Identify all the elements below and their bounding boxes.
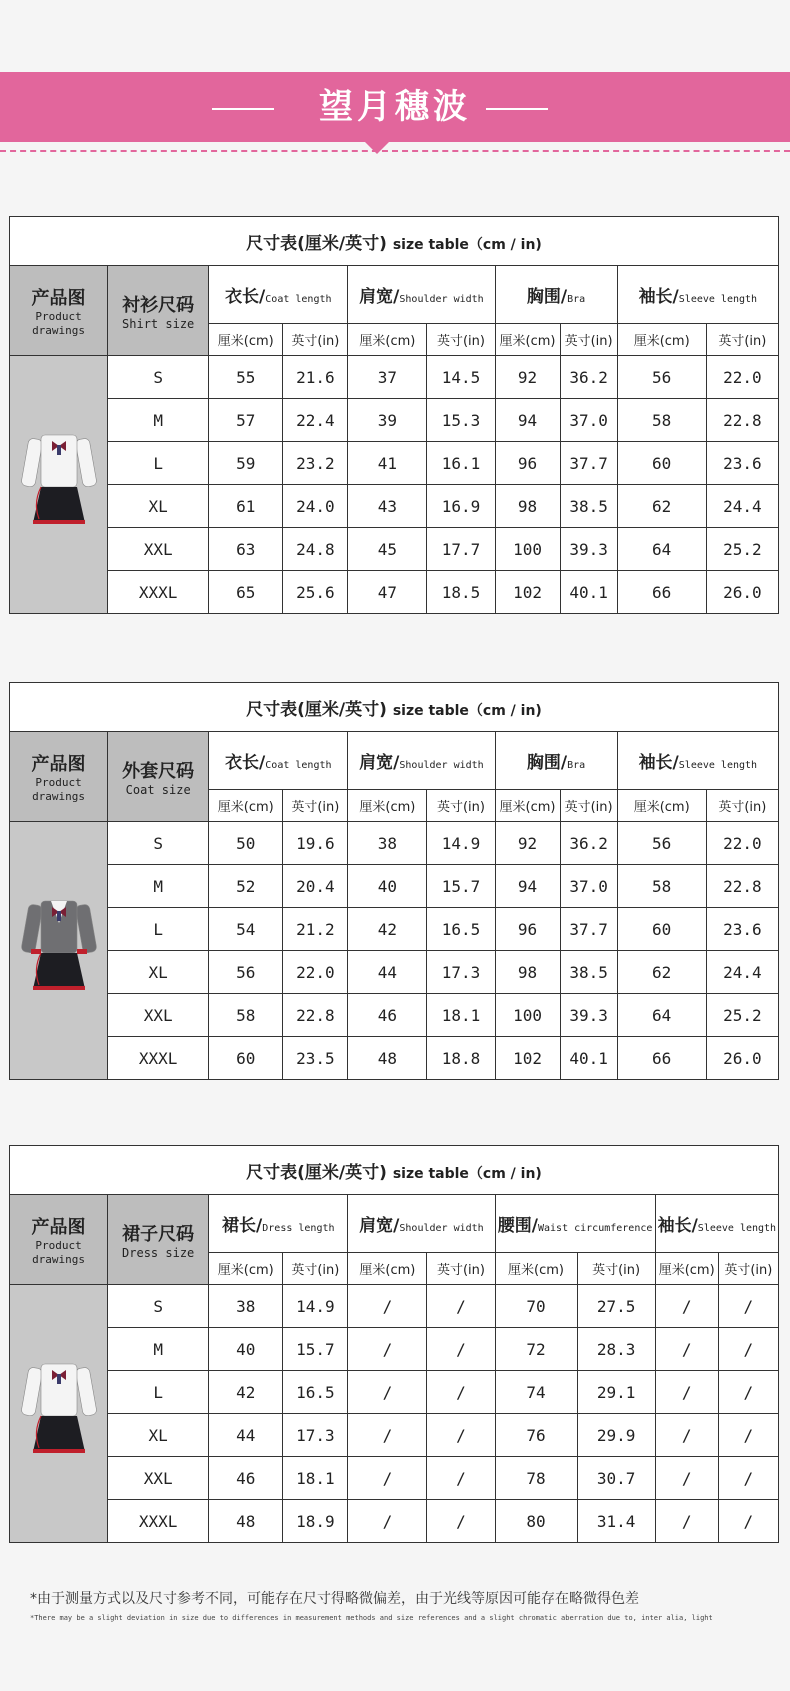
value-cell: 14.9 xyxy=(283,1285,348,1328)
table-title xyxy=(10,683,779,732)
value-cell: 25.2 xyxy=(706,994,778,1037)
table-row xyxy=(10,485,779,528)
size-label-cn: 外套尺码 xyxy=(122,760,195,782)
value-cell: 26.0 xyxy=(706,1037,778,1080)
table-title-cn: 尺寸表(厘米/英寸) xyxy=(246,1162,387,1183)
value-cell: / xyxy=(427,1328,495,1371)
table-row xyxy=(10,1414,779,1457)
value-cell: / xyxy=(718,1457,778,1500)
unit-cm: 厘米(cm) xyxy=(348,1253,427,1285)
product-label-en-1: Product xyxy=(35,775,82,789)
column-header-2 xyxy=(348,1195,495,1253)
table-row xyxy=(10,1037,779,1080)
size-label-en: Coat size xyxy=(125,782,191,797)
value-cell: 18.5 xyxy=(427,571,495,614)
unit-in: 英寸(in) xyxy=(577,1253,655,1285)
value-cell: 59 xyxy=(209,442,283,485)
table-row xyxy=(10,1285,779,1328)
value-cell: 62 xyxy=(617,951,706,994)
value-cell: 56 xyxy=(617,822,706,865)
value-cell: 102 xyxy=(495,571,560,614)
value-cell: / xyxy=(427,1414,495,1457)
value-cell: 44 xyxy=(348,951,427,994)
size-header xyxy=(108,1195,209,1285)
banner-title: 望月穗波 xyxy=(319,87,471,127)
column-header-en: Coat length xyxy=(265,760,332,771)
unit-in: 英寸(in) xyxy=(560,324,617,356)
value-cell: 16.1 xyxy=(427,442,495,485)
value-cell: 38 xyxy=(348,822,427,865)
value-cell: 57 xyxy=(209,399,283,442)
table-row xyxy=(10,1500,779,1543)
value-cell: 78 xyxy=(495,1457,577,1500)
value-cell: / xyxy=(718,1371,778,1414)
value-cell: / xyxy=(655,1500,718,1543)
unit-in: 英寸(in) xyxy=(427,790,495,822)
size-label-en: Shirt size xyxy=(122,316,195,331)
value-cell: 65 xyxy=(209,571,283,614)
table-row xyxy=(10,1328,779,1371)
value-cell: 37.0 xyxy=(560,399,617,442)
value-cell: / xyxy=(655,1371,718,1414)
value-cell: 22.8 xyxy=(706,399,778,442)
product-label-en-1: Product xyxy=(35,1238,82,1252)
column-header-en: Bra xyxy=(567,760,586,771)
size-header xyxy=(108,732,209,822)
column-header-en: Dress length xyxy=(262,1223,335,1234)
size-cell: XXL xyxy=(108,1457,209,1500)
value-cell: 30.7 xyxy=(577,1457,655,1500)
size-header xyxy=(108,266,209,356)
value-cell: 61 xyxy=(209,485,283,528)
column-header-cn: 袖长/ xyxy=(657,1216,698,1236)
column-header-1 xyxy=(209,1195,348,1253)
size-cell: XXXL xyxy=(108,1500,209,1543)
size-cell: S xyxy=(108,822,209,865)
value-cell: 40.1 xyxy=(560,571,617,614)
table-title-en: size table（cm / in) xyxy=(392,236,542,253)
value-cell: 23.5 xyxy=(283,1037,348,1080)
value-cell: 64 xyxy=(617,994,706,1037)
value-cell: 25.2 xyxy=(706,528,778,571)
value-cell: 31.4 xyxy=(577,1500,655,1543)
value-cell: 16.5 xyxy=(283,1371,348,1414)
value-cell: 17.7 xyxy=(427,528,495,571)
banner-notch xyxy=(365,142,389,154)
column-header-cn: 胸围/ xyxy=(526,753,568,773)
unit-cm: 厘米(cm) xyxy=(495,324,560,356)
value-cell: 22.8 xyxy=(706,865,778,908)
size-cell: XXL xyxy=(108,528,209,571)
value-cell: 22.0 xyxy=(706,356,778,399)
unit-cm: 厘米(cm) xyxy=(209,1253,283,1285)
product-header xyxy=(10,266,108,356)
value-cell: 20.4 xyxy=(283,865,348,908)
column-header-3 xyxy=(495,732,617,790)
value-cell: 19.6 xyxy=(283,822,348,865)
value-cell: 23.6 xyxy=(706,908,778,951)
column-header-4 xyxy=(617,266,778,324)
value-cell: / xyxy=(348,1371,427,1414)
value-cell: 39.3 xyxy=(560,994,617,1037)
value-cell: 66 xyxy=(617,1037,706,1080)
size-cell: XXXL xyxy=(108,571,209,614)
value-cell: 100 xyxy=(495,994,560,1037)
value-cell: 22.8 xyxy=(283,994,348,1037)
value-cell: 39 xyxy=(348,399,427,442)
unit-cm: 厘米(cm) xyxy=(617,324,706,356)
column-header-3 xyxy=(495,1195,655,1253)
column-header-en: Coat length xyxy=(265,294,332,305)
value-cell: 24.4 xyxy=(706,951,778,994)
value-cell: 15.7 xyxy=(427,865,495,908)
column-header-3 xyxy=(495,266,617,324)
size-table-2 xyxy=(9,682,779,1080)
value-cell: 40 xyxy=(209,1328,283,1371)
value-cell: / xyxy=(427,1457,495,1500)
value-cell: / xyxy=(348,1285,427,1328)
unit-in: 英寸(in) xyxy=(718,1253,778,1285)
size-label-en: Dress size xyxy=(122,1245,195,1260)
value-cell: 102 xyxy=(495,1037,560,1080)
value-cell: 37 xyxy=(348,356,427,399)
value-cell: 37.7 xyxy=(560,908,617,951)
value-cell: 60 xyxy=(617,442,706,485)
value-cell: 48 xyxy=(348,1037,427,1080)
product-image-cell xyxy=(10,356,108,614)
footer-note-en: *There may be a slight deviation in size due to differences in measurement methods and size references and a slight chromatic aberration due to, inter alia, light xyxy=(30,1614,713,1622)
value-cell: 43 xyxy=(348,485,427,528)
value-cell: 37.7 xyxy=(560,442,617,485)
value-cell: 47 xyxy=(348,571,427,614)
unit-in: 英寸(in) xyxy=(283,1253,348,1285)
value-cell: 63 xyxy=(209,528,283,571)
value-cell: / xyxy=(655,1414,718,1457)
value-cell: 17.3 xyxy=(283,1414,348,1457)
value-cell: 56 xyxy=(617,356,706,399)
value-cell: 29.9 xyxy=(577,1414,655,1457)
value-cell: / xyxy=(718,1328,778,1371)
value-cell: 94 xyxy=(495,865,560,908)
column-header-cn: 肩宽/ xyxy=(359,753,400,773)
column-header-cn: 裙长/ xyxy=(222,1216,263,1236)
column-header-4 xyxy=(617,732,778,790)
table-row xyxy=(10,1371,779,1414)
product-image-cell xyxy=(10,822,108,1080)
value-cell: 21.6 xyxy=(283,356,348,399)
value-cell: 56 xyxy=(209,951,283,994)
product-label-cn: 产品图 xyxy=(31,1216,86,1238)
value-cell: 98 xyxy=(495,485,560,528)
table-row xyxy=(10,822,779,865)
value-cell: 64 xyxy=(617,528,706,571)
column-header-4 xyxy=(655,1195,778,1253)
unit-cm: 厘米(cm) xyxy=(495,1253,577,1285)
column-header-en: Sleeve length xyxy=(697,1223,777,1234)
value-cell: 48 xyxy=(209,1500,283,1543)
value-cell: 52 xyxy=(209,865,283,908)
column-header-cn: 衣长/ xyxy=(225,753,266,773)
product-header xyxy=(10,1195,108,1285)
column-header-en: Sleeve length xyxy=(678,294,758,305)
value-cell: 62 xyxy=(617,485,706,528)
value-cell: 38.5 xyxy=(560,485,617,528)
table-title xyxy=(10,1146,779,1195)
value-cell: / xyxy=(718,1414,778,1457)
table-row xyxy=(10,865,779,908)
table-row xyxy=(10,442,779,485)
column-header-en: Shoulder width xyxy=(399,760,484,771)
value-cell: 38 xyxy=(209,1285,283,1328)
unit-in: 英寸(in) xyxy=(706,324,778,356)
product-label-en-2: drawings xyxy=(32,789,86,803)
product-image-cell xyxy=(10,1285,108,1543)
value-cell: 94 xyxy=(495,399,560,442)
value-cell: 96 xyxy=(495,442,560,485)
value-cell: 16.5 xyxy=(427,908,495,951)
value-cell: 60 xyxy=(209,1037,283,1080)
value-cell: 22.0 xyxy=(706,822,778,865)
column-header-1 xyxy=(209,732,348,790)
unit-in: 英寸(in) xyxy=(706,790,778,822)
value-cell: / xyxy=(348,1328,427,1371)
size-cell: M xyxy=(108,865,209,908)
value-cell: 18.9 xyxy=(283,1500,348,1543)
value-cell: 36.2 xyxy=(560,356,617,399)
value-cell: 45 xyxy=(348,528,427,571)
value-cell: 40 xyxy=(348,865,427,908)
value-cell: 72 xyxy=(495,1328,577,1371)
column-header-cn: 袖长/ xyxy=(638,753,679,773)
value-cell: 15.7 xyxy=(283,1328,348,1371)
value-cell: 92 xyxy=(495,822,560,865)
value-cell: 36.2 xyxy=(560,822,617,865)
column-header-1 xyxy=(209,266,348,324)
unit-cm: 厘米(cm) xyxy=(495,790,560,822)
value-cell: / xyxy=(348,1500,427,1543)
value-cell: 18.1 xyxy=(283,1457,348,1500)
size-table-3 xyxy=(9,1145,779,1543)
value-cell: 44 xyxy=(209,1414,283,1457)
size-table-1 xyxy=(9,216,779,614)
product-label-en-2: drawings xyxy=(32,323,86,337)
value-cell: / xyxy=(718,1500,778,1543)
unit-cm: 厘米(cm) xyxy=(348,790,427,822)
size-cell: L xyxy=(108,442,209,485)
table-title xyxy=(10,217,779,266)
product-header xyxy=(10,732,108,822)
value-cell: 80 xyxy=(495,1500,577,1543)
unit-in: 英寸(in) xyxy=(283,324,348,356)
size-cell: L xyxy=(108,1371,209,1414)
value-cell: / xyxy=(718,1285,778,1328)
value-cell: / xyxy=(427,1285,495,1328)
value-cell: 25.6 xyxy=(283,571,348,614)
table-row xyxy=(10,356,779,399)
value-cell: 98 xyxy=(495,951,560,994)
column-header-cn: 胸围/ xyxy=(526,287,568,307)
column-header-cn: 肩宽/ xyxy=(359,1216,400,1236)
unit-cm: 厘米(cm) xyxy=(617,790,706,822)
size-cell: M xyxy=(108,399,209,442)
product-label-cn: 产品图 xyxy=(31,753,86,775)
value-cell: 42 xyxy=(209,1371,283,1414)
table-title-en: size table（cm / in) xyxy=(392,1165,542,1182)
unit-in: 英寸(in) xyxy=(283,790,348,822)
value-cell: 17.3 xyxy=(427,951,495,994)
column-header-cn: 腰围/ xyxy=(497,1216,538,1236)
value-cell: 58 xyxy=(209,994,283,1037)
table-row xyxy=(10,399,779,442)
table-row xyxy=(10,528,779,571)
table-row xyxy=(10,571,779,614)
size-cell: L xyxy=(108,908,209,951)
column-header-en: Shoulder width xyxy=(399,294,484,305)
size-cell: XL xyxy=(108,1414,209,1457)
value-cell: 29.1 xyxy=(577,1371,655,1414)
value-cell: 58 xyxy=(617,399,706,442)
column-header-2 xyxy=(348,266,495,324)
value-cell: 42 xyxy=(348,908,427,951)
value-cell: 37.0 xyxy=(560,865,617,908)
value-cell: 54 xyxy=(209,908,283,951)
value-cell: / xyxy=(348,1414,427,1457)
value-cell: 74 xyxy=(495,1371,577,1414)
banner-right-line xyxy=(486,108,548,110)
value-cell: / xyxy=(655,1285,718,1328)
value-cell: 38.5 xyxy=(560,951,617,994)
value-cell: 46 xyxy=(209,1457,283,1500)
value-cell: 23.2 xyxy=(283,442,348,485)
footer-note-cn: *由于测量方式以及尺寸参考不同，可能存在尺寸得略微偏差，由于光线等原因可能存在略微得色差 xyxy=(30,1591,639,1607)
table-title-en: size table（cm / in) xyxy=(392,702,542,719)
value-cell: 60 xyxy=(617,908,706,951)
unit-cm: 厘米(cm) xyxy=(348,324,427,356)
size-cell: S xyxy=(108,356,209,399)
value-cell: 22.0 xyxy=(283,951,348,994)
table-title-cn: 尺寸表(厘米/英寸) xyxy=(246,699,387,720)
column-header-en: Shoulder width xyxy=(399,1223,484,1234)
banner-dashed-divider xyxy=(0,150,790,152)
value-cell: 66 xyxy=(617,571,706,614)
value-cell: 18.8 xyxy=(427,1037,495,1080)
value-cell: 21.2 xyxy=(283,908,348,951)
value-cell: 50 xyxy=(209,822,283,865)
jacket-skirt-outfit-image xyxy=(19,991,99,1010)
value-cell: 40.1 xyxy=(560,1037,617,1080)
value-cell: / xyxy=(427,1500,495,1543)
value-cell: 14.9 xyxy=(427,822,495,865)
value-cell: 26.0 xyxy=(706,571,778,614)
value-cell: 55 xyxy=(209,356,283,399)
size-label-cn: 裙子尺码 xyxy=(122,1223,195,1245)
unit-in: 英寸(in) xyxy=(427,1253,495,1285)
title-banner xyxy=(0,72,790,142)
size-cell: S xyxy=(108,1285,209,1328)
unit-cm: 厘米(cm) xyxy=(209,324,283,356)
column-header-cn: 袖长/ xyxy=(638,287,679,307)
table-row xyxy=(10,908,779,951)
product-label-en-2: drawings xyxy=(32,1252,86,1266)
size-cell: XXXL xyxy=(108,1037,209,1080)
column-header-en: Waist circumference xyxy=(537,1223,653,1234)
column-header-cn: 衣长/ xyxy=(225,287,266,307)
column-header-cn: 肩宽/ xyxy=(359,287,400,307)
shirt-skirt-outfit-image xyxy=(19,1454,99,1473)
value-cell: 58 xyxy=(617,865,706,908)
table-row xyxy=(10,994,779,1037)
value-cell: 22.4 xyxy=(283,399,348,442)
size-cell: XL xyxy=(108,485,209,528)
table-row xyxy=(10,951,779,994)
table-title-cn: 尺寸表(厘米/英寸) xyxy=(246,233,387,254)
value-cell: / xyxy=(348,1457,427,1500)
unit-in: 英寸(in) xyxy=(560,790,617,822)
value-cell: 76 xyxy=(495,1414,577,1457)
column-header-en: Bra xyxy=(567,294,586,305)
value-cell: 15.3 xyxy=(427,399,495,442)
value-cell: 100 xyxy=(495,528,560,571)
size-cell: M xyxy=(108,1328,209,1371)
value-cell: 41 xyxy=(348,442,427,485)
product-label-cn: 产品图 xyxy=(31,287,86,309)
value-cell: 92 xyxy=(495,356,560,399)
size-cell: XL xyxy=(108,951,209,994)
table-row xyxy=(10,1457,779,1500)
size-label-cn: 衬衫尺码 xyxy=(122,294,195,316)
unit-in: 英寸(in) xyxy=(427,324,495,356)
value-cell: / xyxy=(655,1328,718,1371)
value-cell: 14.5 xyxy=(427,356,495,399)
shirt-skirt-outfit-image xyxy=(19,525,99,544)
value-cell: / xyxy=(427,1371,495,1414)
unit-cm: 厘米(cm) xyxy=(209,790,283,822)
value-cell: 28.3 xyxy=(577,1328,655,1371)
column-header-2 xyxy=(348,732,495,790)
value-cell: 24.0 xyxy=(283,485,348,528)
value-cell: 18.1 xyxy=(427,994,495,1037)
unit-cm: 厘米(cm) xyxy=(655,1253,718,1285)
value-cell: 39.3 xyxy=(560,528,617,571)
value-cell: / xyxy=(655,1457,718,1500)
product-label-en-1: Product xyxy=(35,309,82,323)
size-cell: XXL xyxy=(108,994,209,1037)
value-cell: 96 xyxy=(495,908,560,951)
value-cell: 23.6 xyxy=(706,442,778,485)
value-cell: 16.9 xyxy=(427,485,495,528)
value-cell: 70 xyxy=(495,1285,577,1328)
value-cell: 27.5 xyxy=(577,1285,655,1328)
value-cell: 46 xyxy=(348,994,427,1037)
value-cell: 24.4 xyxy=(706,485,778,528)
column-header-en: Sleeve length xyxy=(678,760,758,771)
value-cell: 24.8 xyxy=(283,528,348,571)
